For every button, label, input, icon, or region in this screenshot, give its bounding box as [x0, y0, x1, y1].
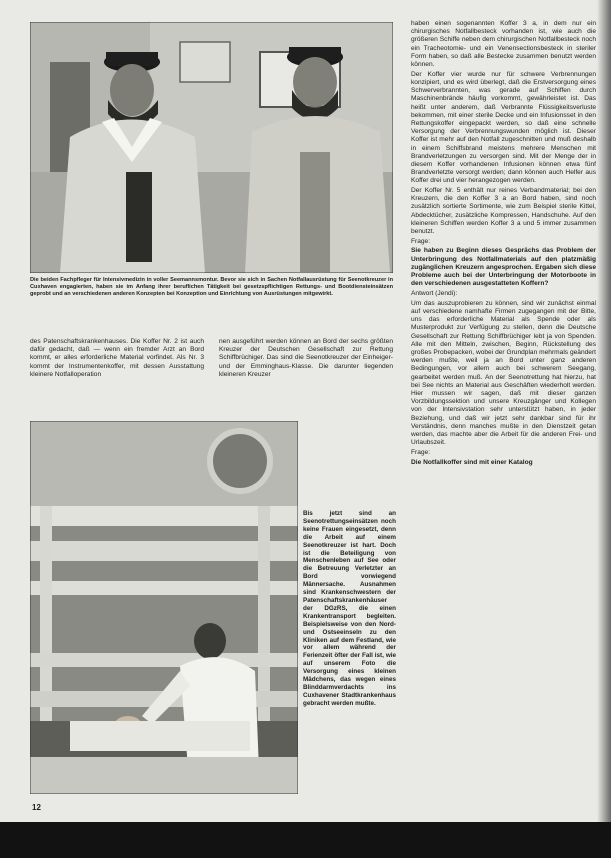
right-paragraph-3: Der Koffer Nr. 5 enthält nur reines Verbandmaterial; bei den Kreuzern, die den Koffer 3 a an Bord haben, sind noch zusätzlich sortierte Sortimente, wie zum Beispiel sterile Kittel, Abdecktücher, zusätzliche Kompressen, Handschuhe. Auf den kleineren Schiffen werden Koffer 3 a und 5 immer zusammen benutzt. — [411, 187, 596, 236]
question-label-1: Frage: — [411, 237, 431, 245]
photo-bunk-nurse — [30, 421, 298, 794]
answer-text: Um das auszuprobieren zu können, sind wir zunächst einmal auf verschiedene namhafte Firmen zugegangen mit der Bitte, uns das erforderliche Material als Spende oder als Musterprodukt zur Verfügung zu stellen, denn die Deutsche Gesellschaft zur Rettung Schiffbrüchiger lebt ja von Spenden. Alle mit den Mitteln, zwischen, Beginn, Rückstellung des großes Probepacken, wobei der Grundplan mehrmals geändert werden mußte, weil ja an Bord unter ganz anderen Bedingungen, vor allem auch bei schwerem Seegang, gearbeitet werden muß. An der Seenotrettung hat hierzu, hat bei See nichts an Material aus Geschäften wiederholt werden. Hier mussen wir sagen, daß mit dieser ganzen Vorzbildungssektion und unsere Kreuzgänger und Kollegen von der Intensivstation sehr unterstützt haben, in jeder Beziehung, und daß wir jetzt sehr dankbar sind für ihr Verständnis, denn manches mußte in den Dienstzeit getan werden, das machte aber die Arbeit für die anderen Frei- und Urlaubszeit. — [411, 299, 596, 447]
center-left-text: des Patenschaftskrankenhauses. Die Koffer Nr. 2 ist auch dafür gedacht, daß — wenn ein fremder Arzt an Bord kommt, er alles erforderliche Material vorfindet. Als Nr. 3 kommt der Instrumentenkoffer, mit dessen Ausstattung kleinere Notfalloperation — [30, 338, 204, 378]
center-column-right — [219, 338, 393, 381]
question-1: Sie haben zu Beginn dieses Gesprächs das Problem der Unterbringung des Notfallmaterials auf den platzmäßig zugänglichen Kreuzern angesprochen. Ergaben sich diese Probleme auch bei der Unterbringung der Motorboote in den verschiedenen ausgestatteten Koffern? — [411, 247, 596, 288]
right-paragraph-2: Der Koffer vier wurde nur für schwere Verbrennungen konzipiert, und es wird überlegt, daß die Erstversorgung eines Schwerverbrannten, was gerade auf Schiffen durch Maschinenbrände häufig vorkommt, gewährleistet ist. Das heißt unter anderem, daß Verbrannte Flüssigkeitsverluste bekommen, mit einer sterile Decke und ein Infusionsset in den Rettungskoffer eingepackt werden, so daß eine schnelle Versorgung der Verbrennungswunden möglich ist. Dieser Koffer ist mehr auf den Notfall zugeschnitten und muß deshalb in einem Schiffsbrand meistens mehrere Menschen mit Brandverletzungen zu versorgen sind. Mit der Menge der in diesem Koffer vorhandenen Infusionen können etwa fünf Brandverletzte versorgt werden; dann können auch Helfer aus Koffer drei und vier herangezogen werden. — [411, 70, 596, 185]
photo-two-medics — [30, 22, 393, 273]
top-photo-caption: Die beiden Fachpfleger für Intensivmedizin in voller Seemannsmontur. Bevor sie sich in Sachen Notfallausrüstung für Seenotkreuzer in Cuxhaven engagierten, haben sie im Anfang ihrer beruflichen Tätigkeit bei gesetzspflichtigen Rettungs- und Bootdiensteinsätzen geprobt und an verschiedenen anderen Konzepten bei Konzeption und Einrichtung von Ausrüstungen mitgewirkt. — [30, 277, 393, 297]
footer-bar — [0, 822, 611, 858]
answer-label: Antwort (Jendi): — [411, 290, 458, 297]
question-label-2: Frage: — [411, 448, 431, 456]
center-right-text: nen ausgeführt werden können an Bord der sechs größten Kreuzer der Deutschen Gesellschaft zur Rettung Schiffbrüchiger. Das sind die Seenotkreuzer der Einheiger- und der Emminghaus-Klasse. Die darunter liegenden kleineren Kreuzer — [219, 338, 393, 378]
right-paragraph-1: haben einen sogenannten Koffer 3 a, in dem nur ein chirurgisches Notfallbesteck vorhanden ist, wie auch die größeren Schiffe neben dem chirurgischen Notfallbesteck noch ein Tracheotomie- und ein Venensectionsbesteck in steriler Form haben, so daß alle Bestecke zusammen benutzt werden können. — [411, 20, 596, 69]
center-column-left — [30, 338, 204, 381]
question-2: Die Notfallkoffer sind mit einer Katalog — [411, 458, 533, 466]
right-column — [411, 20, 596, 468]
bottom-photo-side-caption: Bis jetzt sind an Seenotrettungseinsätzen noch keine Frauen eingesetzt, denn die Arbeit auf einem Seenotkreuzer ist hart. Doch ist die Beteiligung von Menschenleben auf See oder die Betreuung Verletzter an Bord vorwiegend Männersache. Ausnahmen sind Krankenschwestern der Patenschaftskrankenhäuser der DGzRS, die einen Krankentransport begleiten. Beispielsweise von den Nord- und Ostseeinseln zu den Kliniken auf dem Festland, wie vor allem während der Ferienzeit öfter der Fall ist, wie auf unserem Foto die Versorgung eines kleinen Mädchens, das wegen eines Blinddarmverdachts ins Cuxhavener Stadtkrankenhaus gebracht werden mußte. — [303, 510, 396, 707]
binding-shadow — [597, 0, 611, 822]
page-number: 12 — [32, 803, 41, 812]
